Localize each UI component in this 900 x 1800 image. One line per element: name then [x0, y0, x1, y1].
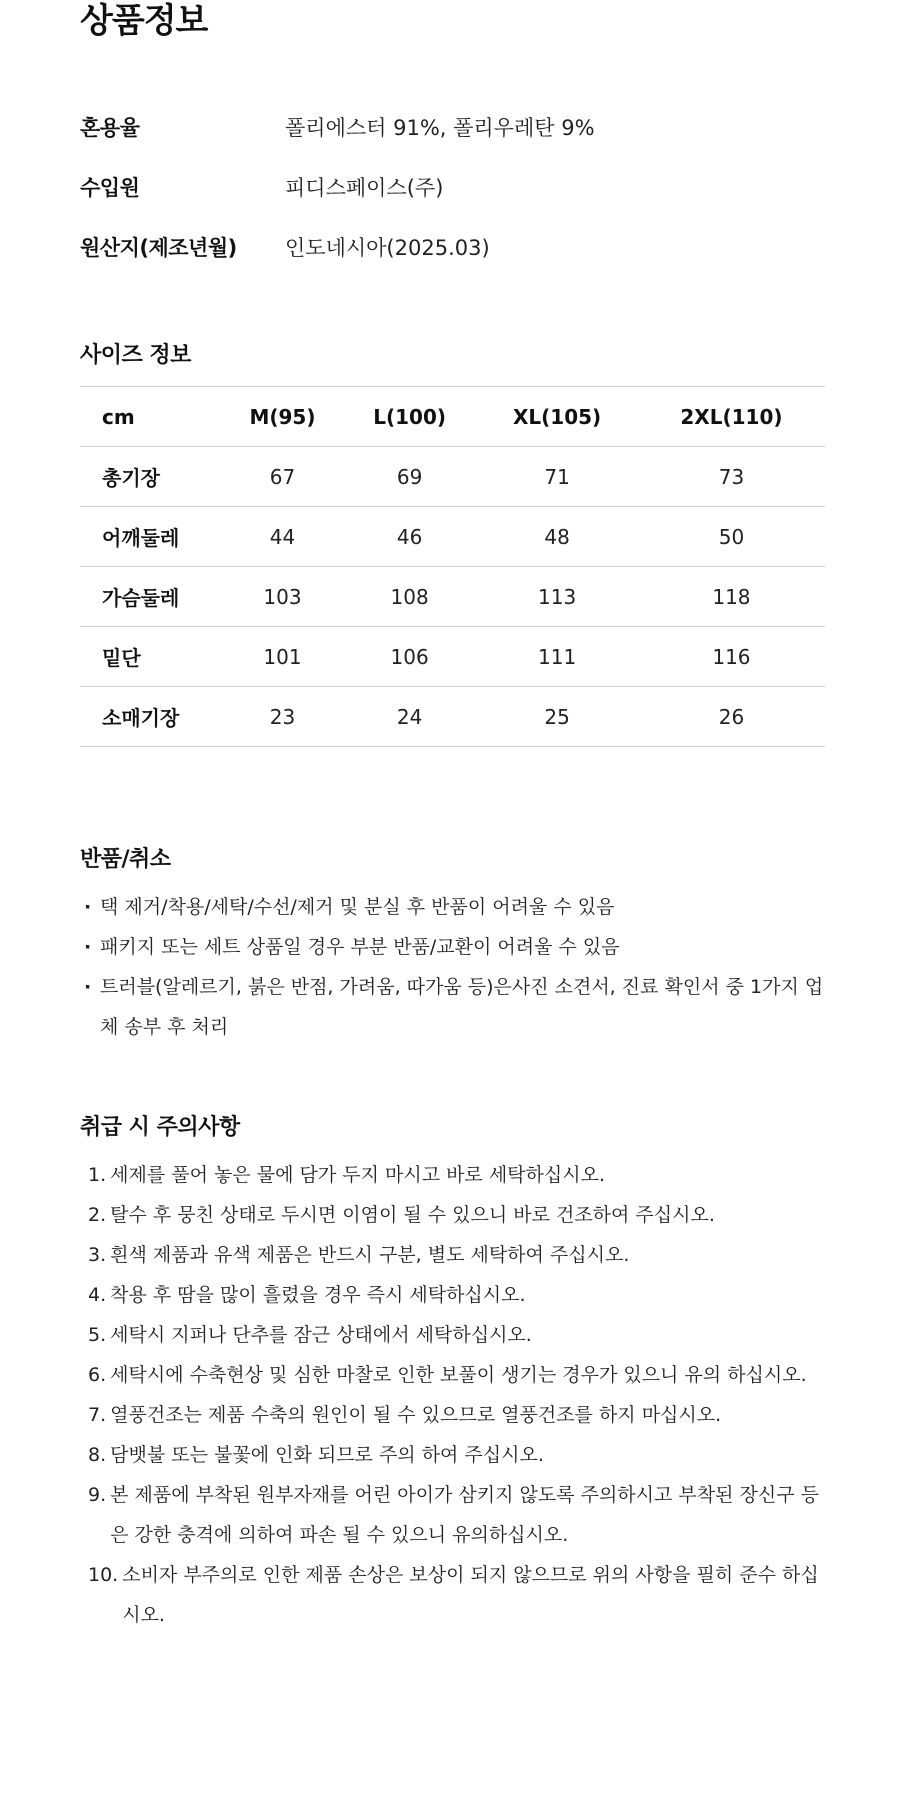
list-text: 세탁시 지퍼나 단추를 잠근 상태에서 세탁하십시오.: [110, 1324, 532, 1346]
list-number: 8.: [88, 1444, 107, 1466]
table-row: [80, 687, 825, 747]
table-cell: 69: [343, 447, 476, 507]
table-row-label: 가슴둘레: [80, 567, 222, 627]
returns-list: [80, 887, 825, 1047]
list-text: 탈수 후 뭉친 상태로 두시면 이염이 될 수 있으니 바로 건조하여 주십시오.: [110, 1204, 715, 1226]
table-row: [80, 567, 825, 627]
list-item: [80, 1435, 825, 1475]
list-text: 세제를 풀어 놓은 물에 담가 두지 마시고 바로 세탁하십시오.: [110, 1164, 605, 1186]
table-cell: 46: [343, 507, 476, 567]
list-number: 3.: [88, 1244, 107, 1266]
care-list: [80, 1155, 825, 1635]
list-number: 1.: [88, 1164, 107, 1186]
list-item: · 트러블(알레르기, 붉은 반점, 가려움, 따가움 등)은사진 소견서, 진료 확인서 중 1가지 업체 송부 후 처리: [80, 967, 825, 1047]
info-label: 수입원: [80, 176, 140, 200]
list-number: 2.: [88, 1204, 107, 1226]
table-row: [80, 507, 825, 567]
table-cell: 24: [343, 687, 476, 747]
table-cell: 106: [343, 627, 476, 687]
list-item: [80, 1475, 825, 1555]
list-number: 5.: [88, 1324, 107, 1346]
size-section-title: 사이즈 정보: [80, 343, 191, 368]
table-row-label: 밑단: [80, 627, 222, 687]
list-text: 착용 후 땀을 많이 흘렸을 경우 즉시 세탁하십시오.: [110, 1284, 526, 1306]
table-row-label: 어깨둘레: [80, 507, 222, 567]
table-row: [80, 447, 825, 507]
list-number: 6.: [88, 1364, 107, 1386]
size-table-header-row: [80, 387, 825, 447]
list-item: [80, 1555, 825, 1635]
returns-section-title: 반품/취소: [80, 847, 171, 872]
info-value: 피디스페이스(주): [285, 176, 444, 200]
table-cell: 71: [476, 447, 638, 507]
info-label: 혼용율: [80, 116, 140, 140]
info-list: [80, 112, 825, 292]
table-cell: 103: [222, 567, 343, 627]
list-text: 소비자 부주의로 인한 제품 손상은 보상이 되지 않으므로 위의 사항을 필히 준수 하십시오.: [122, 1564, 819, 1626]
info-row-importer: [80, 172, 825, 232]
table-header-cell: M(95): [222, 387, 343, 447]
list-number: 4.: [88, 1284, 107, 1306]
list-text: 세탁시에 수축현상 및 심한 마찰로 인한 보풀이 생기는 경우가 있으니 유의 하십시오.: [110, 1364, 807, 1386]
table-cell: 108: [343, 567, 476, 627]
list-item: [80, 1355, 825, 1395]
table-cell: 67: [222, 447, 343, 507]
table-cell: 44: [222, 507, 343, 567]
table-row-label: 총기장: [80, 447, 222, 507]
list-number: 9.: [88, 1484, 107, 1506]
table-cell: 26: [638, 687, 825, 747]
page-title: 상품정보: [80, 1, 208, 41]
table-row: [80, 627, 825, 687]
list-text: 담뱃불 또는 불꽃에 인화 되므로 주의 하여 주십시오.: [110, 1444, 544, 1466]
table-header-cell: cm: [80, 387, 222, 447]
size-table: [80, 386, 825, 747]
list-text: 본 제품에 부착된 원부자재를 어린 아이가 삼키지 않도록 주의하시고 부착된 장신구 등은 강한 충격에 의하여 파손 될 수 있으니 유의하십시오.: [110, 1484, 819, 1546]
list-item: [80, 1315, 825, 1355]
table-cell: 25: [476, 687, 638, 747]
info-row-origin: [80, 232, 825, 292]
list-text: 열풍건조는 제품 수축의 원인이 될 수 있으므로 열풍건조를 하지 마십시오.: [110, 1404, 722, 1426]
list-item: [80, 1395, 825, 1435]
list-item: [80, 1155, 825, 1195]
list-item: · 택 제거/착용/세탁/수선/제거 및 분실 후 반품이 어려울 수 있음: [80, 887, 825, 927]
table-cell: 101: [222, 627, 343, 687]
table-header-cell: XL(105): [476, 387, 638, 447]
info-value: 인도네시아(2025.03): [285, 236, 490, 260]
table-cell: 113: [476, 567, 638, 627]
table-cell: 50: [638, 507, 825, 567]
list-text: 흰색 제품과 유색 제품은 반드시 구분, 별도 세탁하여 주십시오.: [110, 1244, 630, 1266]
list-item: [80, 1275, 825, 1315]
table-cell: 118: [638, 567, 825, 627]
list-item: [80, 1235, 825, 1275]
table-cell: 48: [476, 507, 638, 567]
list-number: 10.: [88, 1564, 119, 1586]
list-number: 7.: [88, 1404, 107, 1426]
table-cell: 116: [638, 627, 825, 687]
table-header-cell: 2XL(110): [638, 387, 825, 447]
table-cell: 73: [638, 447, 825, 507]
info-label: 원산지(제조년월): [80, 236, 237, 260]
info-value: 폴리에스터 91%, 폴리우레탄 9%: [285, 116, 595, 140]
care-section-title: 취급 시 주의사항: [80, 1115, 240, 1140]
table-cell: 23: [222, 687, 343, 747]
table-cell: 111: [476, 627, 638, 687]
info-row-material: [80, 112, 825, 172]
table-header-cell: L(100): [343, 387, 476, 447]
list-item: [80, 1195, 825, 1235]
table-row-label: 소매기장: [80, 687, 222, 747]
list-item: · 패키지 또는 세트 상품일 경우 부분 반품/교환이 어려울 수 있음: [80, 927, 825, 967]
